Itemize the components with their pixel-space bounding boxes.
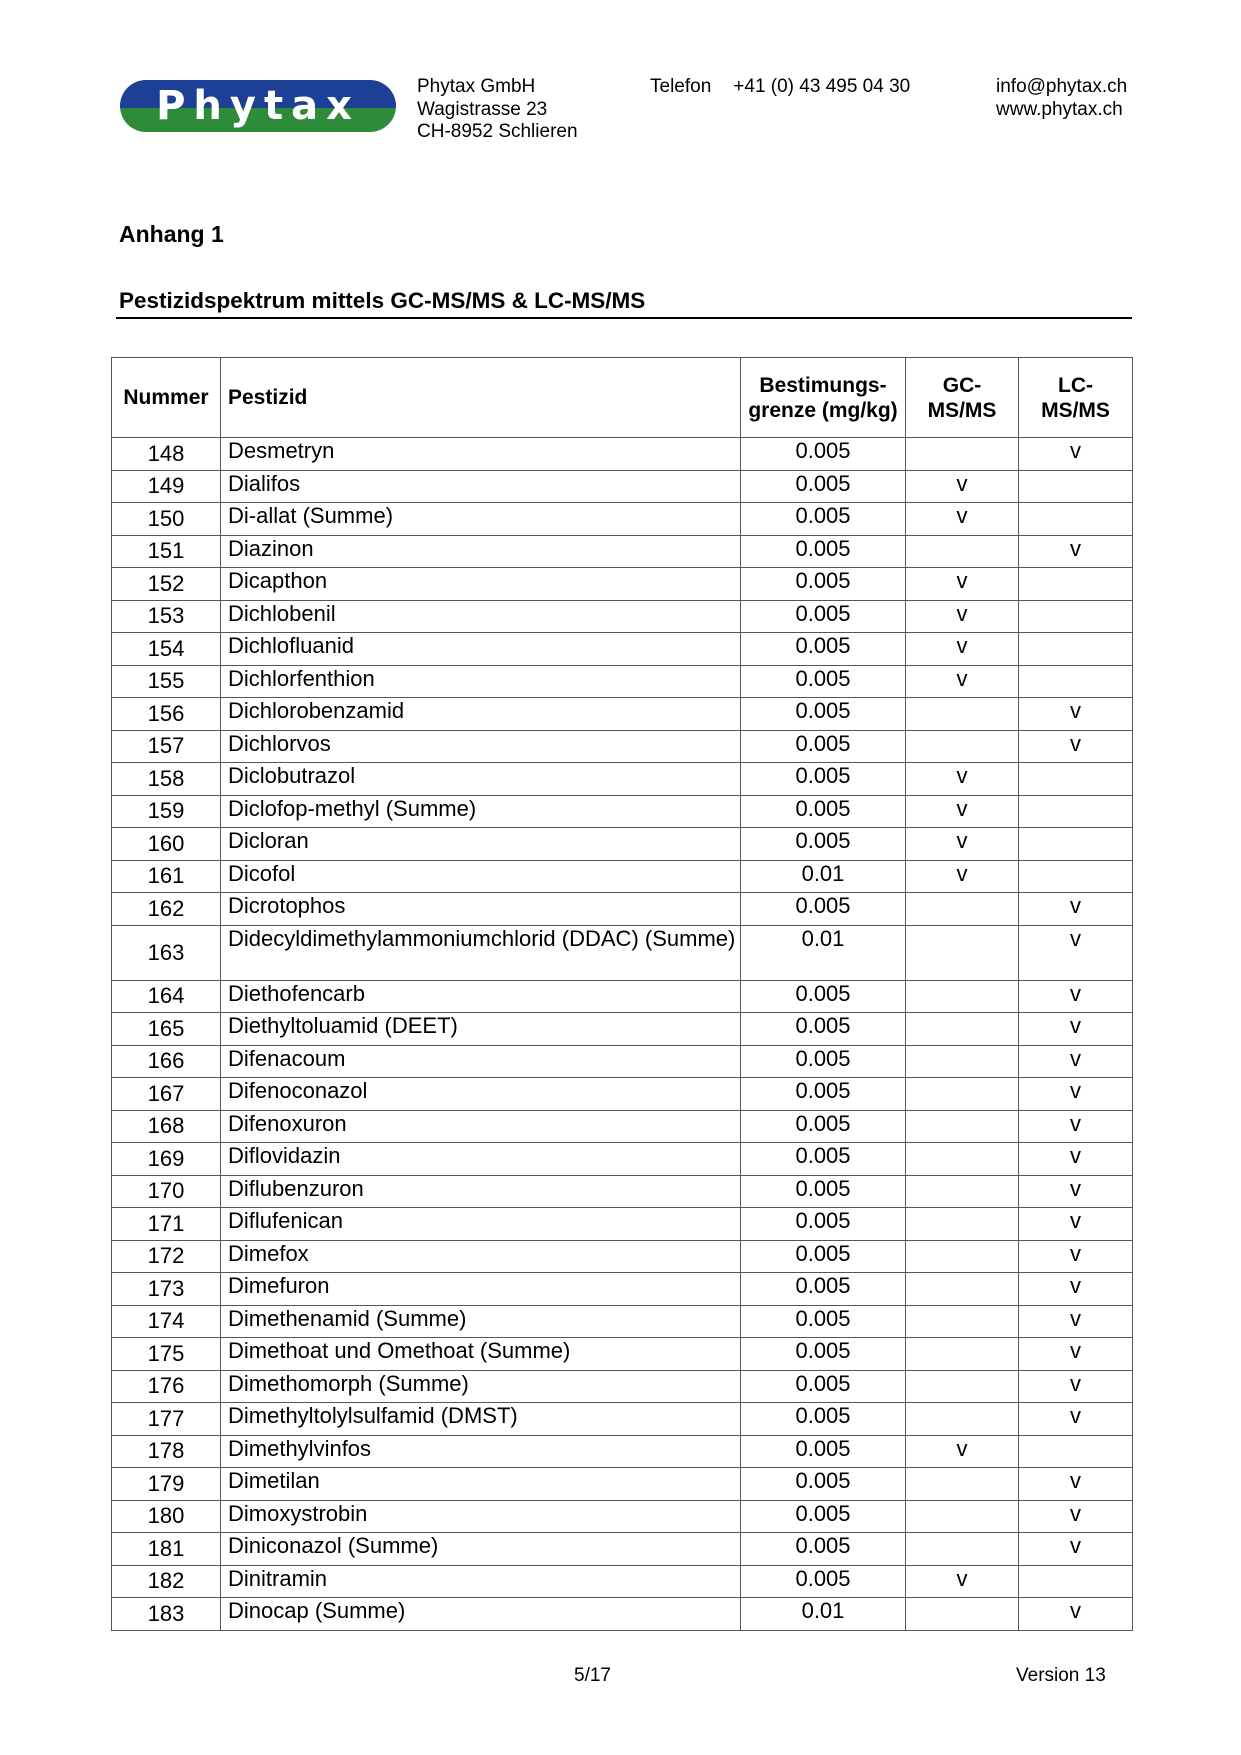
cell-lc-msms: v [1019, 980, 1133, 1013]
cell-number: 164 [112, 980, 221, 1013]
cell-gc-msms: v [906, 600, 1019, 633]
cell-lc-msms: v [1019, 1240, 1133, 1273]
cell-pesticide: Dicofol [221, 860, 741, 893]
cell-limit: 0.005 [741, 568, 906, 601]
cell-gc-msms [906, 1305, 1019, 1338]
cell-gc-msms [906, 698, 1019, 731]
table-row [112, 1370, 1133, 1403]
cell-limit: 0.005 [741, 1240, 906, 1273]
cell-lc-msms [1019, 568, 1133, 601]
cell-pesticide: Dimefox [221, 1240, 741, 1273]
cell-gc-msms [906, 535, 1019, 568]
cell-number: 159 [112, 795, 221, 828]
cell-limit: 0.005 [741, 763, 906, 796]
cell-lc-msms: v [1019, 1078, 1133, 1111]
cell-limit: 0.005 [741, 470, 906, 503]
cell-lc-msms: v [1019, 1468, 1133, 1501]
cell-limit: 0.005 [741, 1500, 906, 1533]
table-row [112, 470, 1133, 503]
cell-number: 165 [112, 1013, 221, 1046]
cell-number: 183 [112, 1598, 221, 1631]
cell-pesticide: Difenoxuron [221, 1110, 741, 1143]
cell-lc-msms [1019, 503, 1133, 536]
cell-gc-msms [906, 1078, 1019, 1111]
table-row [112, 980, 1133, 1013]
cell-pesticide: Didecyldimethylammoniumchlorid (DDAC) (Summe) [221, 925, 741, 980]
cell-number: 148 [112, 438, 221, 471]
cell-lc-msms: v [1019, 1013, 1133, 1046]
cell-pesticide: Difenoconazol [221, 1078, 741, 1111]
table-row [112, 1435, 1133, 1468]
cell-lc-msms: v [1019, 730, 1133, 763]
cell-lc-msms [1019, 600, 1133, 633]
cell-pesticide: Dichlorobenzamid [221, 698, 741, 731]
table-row [112, 828, 1133, 861]
table-row [112, 1208, 1133, 1241]
table-row [112, 665, 1133, 698]
page-number: 5/17 [574, 1665, 611, 1686]
table-row [112, 1598, 1133, 1631]
cell-gc-msms: v [906, 828, 1019, 861]
cell-lc-msms: v [1019, 1533, 1133, 1566]
cell-gc-msms [906, 893, 1019, 926]
cell-pesticide: Dinitramin [221, 1565, 741, 1598]
cell-limit: 0.005 [741, 1013, 906, 1046]
cell-pesticide: Diflubenzuron [221, 1175, 741, 1208]
cell-gc-msms [906, 925, 1019, 980]
table-row [112, 795, 1133, 828]
cell-lc-msms [1019, 795, 1133, 828]
table-row [112, 600, 1133, 633]
cell-number: 173 [112, 1273, 221, 1306]
company-web: www.phytax.ch [996, 98, 1123, 120]
cell-number: 157 [112, 730, 221, 763]
cell-limit: 0.005 [741, 1533, 906, 1566]
cell-number: 151 [112, 535, 221, 568]
table-row [112, 925, 1133, 980]
cell-number: 172 [112, 1240, 221, 1273]
cell-number: 179 [112, 1468, 221, 1501]
cell-pesticide: Dimethylvinfos [221, 1435, 741, 1468]
table-row [112, 1403, 1133, 1436]
cell-lc-msms: v [1019, 893, 1133, 926]
cell-gc-msms [906, 1533, 1019, 1566]
table-row [112, 1565, 1133, 1598]
cell-pesticide: Dicloran [221, 828, 741, 861]
cell-lc-msms: v [1019, 1305, 1133, 1338]
cell-gc-msms: v [906, 795, 1019, 828]
company-address [417, 76, 578, 144]
phone-number: +41 (0) 43 495 04 30 [733, 76, 911, 97]
cell-limit: 0.005 [741, 698, 906, 731]
table-row [112, 503, 1133, 536]
cell-gc-msms: v [906, 568, 1019, 601]
cell-gc-msms [906, 1208, 1019, 1241]
cell-limit: 0.01 [741, 860, 906, 893]
pesticide-table [111, 357, 1133, 1631]
cell-number: 150 [112, 503, 221, 536]
cell-number: 181 [112, 1533, 221, 1566]
cell-limit: 0.005 [741, 1370, 906, 1403]
cell-lc-msms: v [1019, 1500, 1133, 1533]
table-row [112, 1175, 1133, 1208]
cell-lc-msms [1019, 763, 1133, 796]
cell-pesticide: Diethyltoluamid (DEET) [221, 1013, 741, 1046]
cell-lc-msms [1019, 470, 1133, 503]
cell-number: 153 [112, 600, 221, 633]
header-pesticide: Pestizid [221, 358, 741, 438]
table-row [112, 893, 1133, 926]
cell-number: 169 [112, 1143, 221, 1176]
cell-limit: 0.005 [741, 1273, 906, 1306]
header-gc: GC-MS/MS [906, 358, 1019, 438]
cell-lc-msms [1019, 828, 1133, 861]
table-row [112, 730, 1133, 763]
cell-pesticide: Dimethyltolylsulfamid (DMST) [221, 1403, 741, 1436]
document-subtitle: Pestizidspektrum mittels GC-MS/MS & LC-MS/MS [119, 288, 646, 313]
cell-limit: 0.005 [741, 535, 906, 568]
cell-limit: 0.005 [741, 1435, 906, 1468]
cell-gc-msms: v [906, 665, 1019, 698]
table-row [112, 1078, 1133, 1111]
table-row [112, 698, 1133, 731]
table-row [112, 1273, 1133, 1306]
table-row [112, 568, 1133, 601]
cell-pesticide: Desmetryn [221, 438, 741, 471]
cell-pesticide: Dicapthon [221, 568, 741, 601]
cell-number: 161 [112, 860, 221, 893]
cell-number: 166 [112, 1045, 221, 1078]
cell-lc-msms [1019, 1565, 1133, 1598]
document-version: Version 13 [1016, 1665, 1106, 1686]
title-rule [116, 317, 1132, 319]
cell-pesticide: Diclofop-methyl (Summe) [221, 795, 741, 828]
cell-number: 156 [112, 698, 221, 731]
cell-limit: 0.005 [741, 1338, 906, 1371]
cell-lc-msms: v [1019, 1273, 1133, 1306]
table-row [112, 860, 1133, 893]
cell-pesticide: Dichlorvos [221, 730, 741, 763]
cell-pesticide: Diclobutrazol [221, 763, 741, 796]
cell-pesticide: Difenacoum [221, 1045, 741, 1078]
table-row [112, 1305, 1133, 1338]
cell-pesticide: Dichlorfenthion [221, 665, 741, 698]
cell-number: 154 [112, 633, 221, 666]
cell-pesticide: Dimefuron [221, 1273, 741, 1306]
cell-pesticide: Dimethoat und Omethoat (Summe) [221, 1338, 741, 1371]
cell-pesticide: Dimetilan [221, 1468, 741, 1501]
cell-gc-msms [906, 1143, 1019, 1176]
cell-gc-msms [906, 1370, 1019, 1403]
cell-gc-msms [906, 1110, 1019, 1143]
cell-limit: 0.005 [741, 980, 906, 1013]
cell-limit: 0.005 [741, 1468, 906, 1501]
cell-gc-msms [906, 730, 1019, 763]
cell-limit: 0.005 [741, 503, 906, 536]
table-row [112, 438, 1133, 471]
cell-number: 176 [112, 1370, 221, 1403]
cell-limit: 0.005 [741, 1305, 906, 1338]
cell-limit: 0.005 [741, 1143, 906, 1176]
table-row [112, 1533, 1133, 1566]
table-row [112, 1468, 1133, 1501]
phytax-logo [120, 80, 396, 132]
company-email: info@phytax.ch [996, 76, 1128, 97]
table-row [112, 633, 1133, 666]
cell-gc-msms: v [906, 1565, 1019, 1598]
cell-pesticide: Dichlobenil [221, 600, 741, 633]
cell-limit: 0.005 [741, 1565, 906, 1598]
cell-number: 167 [112, 1078, 221, 1111]
cell-lc-msms [1019, 860, 1133, 893]
cell-gc-msms: v [906, 503, 1019, 536]
cell-number: 158 [112, 763, 221, 796]
header-limit: Bestimungs-grenze (mg/kg) [741, 358, 906, 438]
cell-pesticide: Dimoxystrobin [221, 1500, 741, 1533]
cell-limit: 0.005 [741, 1078, 906, 1111]
cell-pesticide: Di-allat (Summe) [221, 503, 741, 536]
cell-limit: 0.005 [741, 1208, 906, 1241]
header-lc: LC-MS/MS [1019, 358, 1133, 438]
cell-limit: 0.005 [741, 665, 906, 698]
cell-number: 171 [112, 1208, 221, 1241]
cell-pesticide: Dimethomorph (Summe) [221, 1370, 741, 1403]
cell-number: 149 [112, 470, 221, 503]
cell-number: 168 [112, 1110, 221, 1143]
cell-number: 152 [112, 568, 221, 601]
cell-number: 180 [112, 1500, 221, 1533]
company-street: Wagistrasse 23 [417, 98, 548, 120]
cell-lc-msms: v [1019, 1370, 1133, 1403]
cell-number: 162 [112, 893, 221, 926]
phone-label: Telefon [650, 76, 712, 97]
cell-limit: 0.005 [741, 828, 906, 861]
table-row [112, 1045, 1133, 1078]
cell-number: 177 [112, 1403, 221, 1436]
cell-lc-msms: v [1019, 1338, 1133, 1371]
table-row [112, 1013, 1133, 1046]
cell-limit: 0.005 [741, 1403, 906, 1436]
table-row [112, 763, 1133, 796]
cell-number: 163 [112, 925, 221, 980]
cell-gc-msms [906, 1175, 1019, 1208]
cell-pesticide: Diazinon [221, 535, 741, 568]
cell-gc-msms [906, 1468, 1019, 1501]
cell-lc-msms: v [1019, 1175, 1133, 1208]
cell-gc-msms [906, 1338, 1019, 1371]
cell-lc-msms: v [1019, 1403, 1133, 1436]
cell-gc-msms: v [906, 1435, 1019, 1468]
cell-number: 175 [112, 1338, 221, 1371]
cell-gc-msms: v [906, 633, 1019, 666]
cell-limit: 0.005 [741, 795, 906, 828]
table-body [112, 438, 1133, 1631]
cell-limit: 0.005 [741, 633, 906, 666]
cell-lc-msms: v [1019, 1110, 1133, 1143]
cell-limit: 0.005 [741, 1175, 906, 1208]
cell-lc-msms: v [1019, 698, 1133, 731]
table-row [112, 535, 1133, 568]
cell-pesticide: Diniconazol (Summe) [221, 1533, 741, 1566]
table-row [112, 1110, 1133, 1143]
cell-gc-msms [906, 1598, 1019, 1631]
cell-lc-msms: v [1019, 1598, 1133, 1631]
cell-pesticide: Dinocap (Summe) [221, 1598, 741, 1631]
cell-gc-msms [906, 1013, 1019, 1046]
cell-lc-msms: v [1019, 535, 1133, 568]
cell-gc-msms: v [906, 860, 1019, 893]
cell-number: 182 [112, 1565, 221, 1598]
company-name: Phytax GmbH [417, 76, 536, 97]
cell-lc-msms: v [1019, 438, 1133, 471]
cell-lc-msms [1019, 1435, 1133, 1468]
cell-lc-msms: v [1019, 1208, 1133, 1241]
cell-limit: 0.005 [741, 438, 906, 471]
cell-pesticide: Dichlofluanid [221, 633, 741, 666]
cell-lc-msms [1019, 633, 1133, 666]
cell-limit: 0.005 [741, 730, 906, 763]
cell-gc-msms [906, 1273, 1019, 1306]
cell-gc-msms [906, 1240, 1019, 1273]
cell-gc-msms [906, 438, 1019, 471]
company-phone [650, 76, 910, 98]
table-row [112, 1143, 1133, 1176]
cell-pesticide: Dicrotophos [221, 893, 741, 926]
cell-number: 178 [112, 1435, 221, 1468]
cell-lc-msms: v [1019, 1143, 1133, 1176]
cell-pesticide: Dimethenamid (Summe) [221, 1305, 741, 1338]
cell-gc-msms: v [906, 470, 1019, 503]
cell-pesticide: Diflovidazin [221, 1143, 741, 1176]
cell-number: 174 [112, 1305, 221, 1338]
cell-number: 170 [112, 1175, 221, 1208]
cell-pesticide: Dialifos [221, 470, 741, 503]
cell-number: 155 [112, 665, 221, 698]
appendix-heading: Anhang 1 [119, 221, 224, 247]
cell-gc-msms [906, 1500, 1019, 1533]
cell-gc-msms [906, 980, 1019, 1013]
company-city: CH-8952 Schlieren [417, 121, 578, 142]
cell-limit: 0.01 [741, 925, 906, 980]
cell-lc-msms: v [1019, 1045, 1133, 1078]
table-header-row [112, 358, 1133, 438]
table-row [112, 1240, 1133, 1273]
table-row [112, 1338, 1133, 1371]
cell-gc-msms: v [906, 763, 1019, 796]
cell-number: 160 [112, 828, 221, 861]
company-contact [996, 76, 1127, 121]
cell-pesticide: Diethofencarb [221, 980, 741, 1013]
cell-limit: 0.005 [741, 1045, 906, 1078]
cell-gc-msms [906, 1045, 1019, 1078]
cell-pesticide: Diflufenican [221, 1208, 741, 1241]
cell-limit: 0.01 [741, 1598, 906, 1631]
table-row [112, 1500, 1133, 1533]
svg-text:Phytax: Phytax [156, 83, 360, 129]
cell-gc-msms [906, 1403, 1019, 1436]
cell-lc-msms [1019, 665, 1133, 698]
cell-limit: 0.005 [741, 893, 906, 926]
cell-limit: 0.005 [741, 600, 906, 633]
cell-limit: 0.005 [741, 1110, 906, 1143]
cell-lc-msms: v [1019, 925, 1133, 980]
header-number: Nummer [112, 358, 221, 438]
